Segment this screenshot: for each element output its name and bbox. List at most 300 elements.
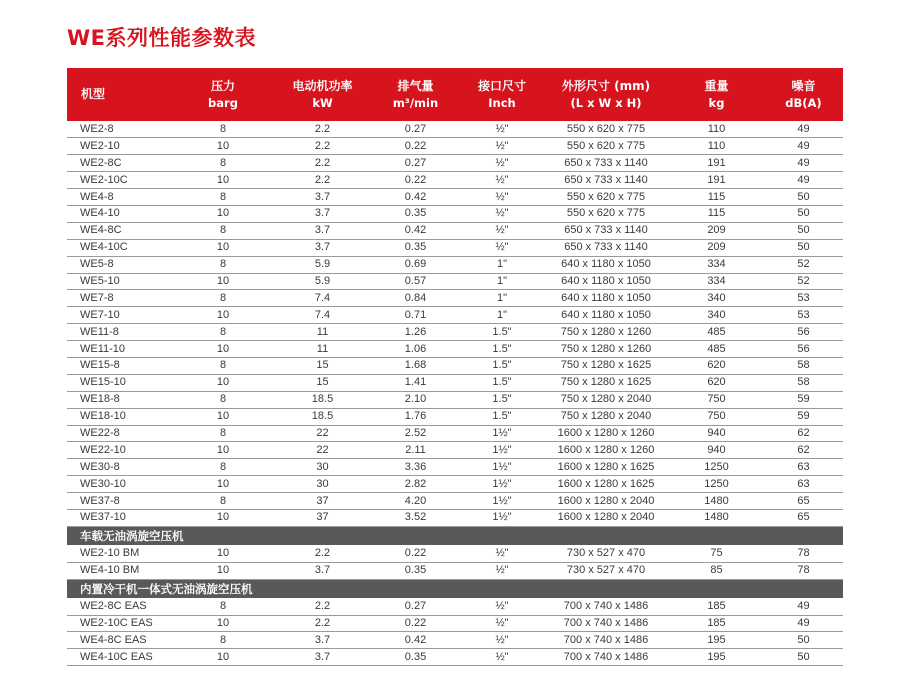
connection-cell: 1.5" (461, 324, 543, 341)
weight-cell: 185 (669, 598, 764, 615)
dimensions-cell: 700 x 740 x 1486 (543, 598, 669, 615)
connection-cell: 1" (461, 273, 543, 290)
dimensions-cell: 650 x 733 x 1140 (543, 222, 669, 239)
table-row (67, 138, 843, 155)
weight-cell: 340 (669, 307, 764, 324)
flow-cell: 1.68 (370, 357, 461, 374)
connection-cell: 1½" (461, 509, 543, 526)
dimensions-cell: 700 x 740 x 1486 (543, 632, 669, 649)
flow-cell: 0.35 (370, 205, 461, 222)
weight-cell: 209 (669, 222, 764, 239)
pressure-cell: 10 (171, 615, 275, 632)
table-row (67, 408, 843, 425)
header-flow (370, 68, 461, 121)
power-cell: 2.2 (275, 121, 370, 138)
header-power-unit: kW (312, 95, 333, 110)
pressure-cell: 8 (171, 357, 275, 374)
header-noise-unit: dB(A) (785, 95, 822, 110)
pressure-cell: 10 (171, 307, 275, 324)
header-noise-label: 噪音 (791, 78, 816, 93)
model-cell: WE2-10C (67, 172, 171, 189)
header-connection-unit: Inch (488, 95, 516, 110)
power-cell: 2.2 (275, 155, 370, 172)
header-pressure (171, 68, 275, 121)
table-row (67, 442, 843, 459)
connection-cell: ½" (461, 598, 543, 615)
pressure-cell: 10 (171, 442, 275, 459)
noise-cell: 53 (764, 290, 843, 307)
weight-cell: 1480 (669, 509, 764, 526)
noise-cell: 78 (764, 545, 843, 562)
noise-cell: 52 (764, 256, 843, 273)
table-row (67, 649, 843, 666)
power-cell: 3.7 (275, 632, 370, 649)
power-cell: 3.7 (275, 222, 370, 239)
flow-cell: 2.11 (370, 442, 461, 459)
dimensions-cell: 550 x 620 x 775 (543, 138, 669, 155)
table-row (67, 172, 843, 189)
noise-cell: 50 (764, 239, 843, 256)
dimensions-cell: 700 x 740 x 1486 (543, 615, 669, 632)
noise-cell: 63 (764, 476, 843, 493)
flow-cell: 0.84 (370, 290, 461, 307)
table-row (67, 341, 843, 358)
power-cell: 3.7 (275, 649, 370, 666)
flow-cell: 4.20 (370, 493, 461, 510)
noise-cell: 53 (764, 307, 843, 324)
dimensions-cell: 1600 x 1280 x 1260 (543, 425, 669, 442)
noise-cell: 49 (764, 172, 843, 189)
table-row (67, 509, 843, 526)
flow-cell: 0.22 (370, 545, 461, 562)
table-row (67, 615, 843, 632)
model-cell: WE15-8 (67, 357, 171, 374)
power-cell: 2.2 (275, 172, 370, 189)
flow-cell: 0.27 (370, 121, 461, 138)
pressure-cell: 10 (171, 649, 275, 666)
power-cell: 30 (275, 459, 370, 476)
connection-cell: 1" (461, 307, 543, 324)
header-pressure-label: 压力 (210, 78, 235, 93)
pressure-cell: 8 (171, 189, 275, 206)
flow-cell: 0.22 (370, 615, 461, 632)
pressure-cell: 10 (171, 239, 275, 256)
power-cell: 15 (275, 357, 370, 374)
connection-cell: ½" (461, 222, 543, 239)
pressure-cell: 8 (171, 121, 275, 138)
flow-cell: 1.26 (370, 324, 461, 341)
connection-cell: 1" (461, 256, 543, 273)
pressure-cell: 8 (171, 391, 275, 408)
flow-cell: 3.36 (370, 459, 461, 476)
table-row (67, 391, 843, 408)
table-row (67, 121, 843, 138)
model-cell: WE4-10C (67, 239, 171, 256)
noise-cell: 59 (764, 408, 843, 425)
table-row (67, 324, 843, 341)
flow-cell: 1.06 (370, 341, 461, 358)
weight-cell: 191 (669, 155, 764, 172)
table-row (67, 357, 843, 374)
table-row (67, 307, 843, 324)
power-cell: 3.7 (275, 205, 370, 222)
model-cell: WE11-8 (67, 324, 171, 341)
model-cell: WE2-8C EAS (67, 598, 171, 615)
weight-cell: 485 (669, 324, 764, 341)
connection-cell: ½" (461, 649, 543, 666)
power-cell: 3.7 (275, 189, 370, 206)
weight-cell: 940 (669, 425, 764, 442)
power-cell: 15 (275, 374, 370, 391)
flow-cell: 0.42 (370, 222, 461, 239)
flow-cell: 3.52 (370, 509, 461, 526)
weight-cell: 620 (669, 374, 764, 391)
power-cell: 22 (275, 442, 370, 459)
page-title: WE系列性能参数表 (67, 26, 257, 50)
dimensions-cell: 550 x 620 x 775 (543, 189, 669, 206)
weight-cell: 750 (669, 408, 764, 425)
table-row (67, 155, 843, 172)
flow-cell: 0.35 (370, 239, 461, 256)
power-cell: 5.9 (275, 273, 370, 290)
table-row (67, 493, 843, 510)
dimensions-cell: 650 x 733 x 1140 (543, 155, 669, 172)
dimensions-cell: 700 x 740 x 1486 (543, 649, 669, 666)
table-row (67, 256, 843, 273)
connection-cell: 1½" (461, 442, 543, 459)
model-cell: WE4-8C (67, 222, 171, 239)
table-row (67, 189, 843, 206)
table-row (67, 374, 843, 391)
flow-cell: 0.71 (370, 307, 461, 324)
noise-cell: 63 (764, 459, 843, 476)
weight-cell: 110 (669, 121, 764, 138)
header-power (275, 68, 370, 121)
noise-cell: 58 (764, 374, 843, 391)
connection-cell: 1.5" (461, 374, 543, 391)
model-cell: WE11-10 (67, 341, 171, 358)
pressure-cell: 8 (171, 598, 275, 615)
connection-cell: ½" (461, 562, 543, 579)
connection-cell: ½" (461, 189, 543, 206)
noise-cell: 78 (764, 562, 843, 579)
model-cell: WE4-10 BM (67, 562, 171, 579)
model-cell: WE4-10C EAS (67, 649, 171, 666)
noise-cell: 50 (764, 632, 843, 649)
header-pressure-unit: barg (208, 95, 238, 110)
dimensions-cell: 1600 x 1280 x 1625 (543, 476, 669, 493)
header-connection-label: 接口尺寸 (477, 78, 526, 93)
flow-cell: 0.57 (370, 273, 461, 290)
weight-cell: 85 (669, 562, 764, 579)
pressure-cell: 10 (171, 172, 275, 189)
model-cell: WE7-10 (67, 307, 171, 324)
power-cell: 7.4 (275, 290, 370, 307)
connection-cell: 1½" (461, 493, 543, 510)
model-cell: WE30-10 (67, 476, 171, 493)
connection-cell: ½" (461, 205, 543, 222)
pressure-cell: 8 (171, 632, 275, 649)
table-row (67, 545, 843, 562)
header-dimensions (543, 68, 669, 121)
pressure-cell: 8 (171, 222, 275, 239)
flow-cell: 2.52 (370, 425, 461, 442)
pressure-cell: 10 (171, 509, 275, 526)
pressure-cell: 10 (171, 408, 275, 425)
header-weight (669, 68, 764, 121)
noise-cell: 49 (764, 598, 843, 615)
dimensions-cell: 640 x 1180 x 1050 (543, 256, 669, 273)
dimensions-cell: 640 x 1180 x 1050 (543, 307, 669, 324)
header-model: 机型 (81, 87, 106, 101)
dimensions-cell: 650 x 733 x 1140 (543, 239, 669, 256)
connection-cell: 1½" (461, 425, 543, 442)
pressure-cell: 8 (171, 155, 275, 172)
weight-cell: 620 (669, 357, 764, 374)
table-row (67, 290, 843, 307)
pressure-cell: 10 (171, 205, 275, 222)
dimensions-cell: 730 x 527 x 470 (543, 545, 669, 562)
dimensions-cell: 650 x 733 x 1140 (543, 172, 669, 189)
connection-cell: 1½" (461, 459, 543, 476)
flow-cell: 0.42 (370, 189, 461, 206)
header-dimensions-label: 外形尺寸 (mm) (561, 78, 651, 93)
noise-cell: 56 (764, 324, 843, 341)
table-row (67, 632, 843, 649)
pressure-cell: 10 (171, 374, 275, 391)
model-cell: WE22-10 (67, 442, 171, 459)
power-cell: 2.2 (275, 138, 370, 155)
connection-cell: 1.5" (461, 357, 543, 374)
dimensions-cell: 730 x 527 x 470 (543, 562, 669, 579)
spec-table (67, 68, 843, 666)
weight-cell: 1250 (669, 459, 764, 476)
noise-cell: 56 (764, 341, 843, 358)
connection-cell: 1.5" (461, 341, 543, 358)
weight-cell: 1250 (669, 476, 764, 493)
model-cell: WE4-8 (67, 189, 171, 206)
connection-cell: ½" (461, 138, 543, 155)
power-cell: 11 (275, 341, 370, 358)
flow-cell: 0.27 (370, 155, 461, 172)
weight-cell: 195 (669, 632, 764, 649)
table-row (67, 239, 843, 256)
noise-cell: 49 (764, 138, 843, 155)
table-row (67, 598, 843, 615)
power-cell: 18.5 (275, 391, 370, 408)
flow-cell: 2.10 (370, 391, 461, 408)
model-cell: WE4-8C EAS (67, 632, 171, 649)
connection-cell: ½" (461, 239, 543, 256)
section-header (67, 579, 843, 598)
noise-cell: 52 (764, 273, 843, 290)
model-cell: WE15-10 (67, 374, 171, 391)
flow-cell: 1.76 (370, 408, 461, 425)
dimensions-cell: 550 x 620 x 775 (543, 121, 669, 138)
model-cell: WE18-10 (67, 408, 171, 425)
connection-cell: 1.5" (461, 391, 543, 408)
model-cell: WE2-10C EAS (67, 615, 171, 632)
header-connection (461, 68, 543, 121)
noise-cell: 50 (764, 222, 843, 239)
pressure-cell: 10 (171, 562, 275, 579)
header-flow-unit: m³/min (392, 95, 439, 110)
weight-cell: 110 (669, 138, 764, 155)
table-row (67, 222, 843, 239)
dimensions-cell: 1600 x 1280 x 2040 (543, 493, 669, 510)
noise-cell: 62 (764, 442, 843, 459)
pressure-cell: 10 (171, 341, 275, 358)
connection-cell: ½" (461, 545, 543, 562)
model-cell: WE5-10 (67, 273, 171, 290)
model-cell: WE30-8 (67, 459, 171, 476)
model-cell: WE4-10 (67, 205, 171, 222)
dimensions-cell: 640 x 1180 x 1050 (543, 273, 669, 290)
connection-cell: ½" (461, 615, 543, 632)
noise-cell: 50 (764, 205, 843, 222)
flow-cell: 0.42 (370, 632, 461, 649)
dimensions-cell: 750 x 1280 x 1260 (543, 324, 669, 341)
power-cell: 5.9 (275, 256, 370, 273)
dimensions-cell: 750 x 1280 x 1625 (543, 374, 669, 391)
weight-cell: 750 (669, 391, 764, 408)
pressure-cell: 8 (171, 425, 275, 442)
pressure-cell: 8 (171, 324, 275, 341)
power-cell: 11 (275, 324, 370, 341)
dimensions-cell: 1600 x 1280 x 2040 (543, 509, 669, 526)
header-weight-label: 重量 (704, 78, 729, 93)
header-power-label: 电动机功率 (292, 78, 353, 93)
flow-cell: 0.69 (370, 256, 461, 273)
model-cell: WE5-8 (67, 256, 171, 273)
flow-cell: 0.22 (370, 138, 461, 155)
header-dimensions-unit: (L x W x H) (570, 95, 642, 110)
weight-cell: 1480 (669, 493, 764, 510)
model-cell: WE2-10 (67, 138, 171, 155)
power-cell: 3.7 (275, 239, 370, 256)
weight-cell: 334 (669, 256, 764, 273)
noise-cell: 50 (764, 649, 843, 666)
pressure-cell: 8 (171, 493, 275, 510)
power-cell: 2.2 (275, 545, 370, 562)
model-cell: WE22-8 (67, 425, 171, 442)
pressure-cell: 10 (171, 545, 275, 562)
model-cell: WE37-8 (67, 493, 171, 510)
power-cell: 37 (275, 493, 370, 510)
model-cell: WE2-10 BM (67, 545, 171, 562)
noise-cell: 58 (764, 357, 843, 374)
flow-cell: 0.22 (370, 172, 461, 189)
model-cell: WE2-8C (67, 155, 171, 172)
table-row (67, 205, 843, 222)
connection-cell: ½" (461, 632, 543, 649)
header-row (67, 68, 843, 121)
pressure-cell: 8 (171, 459, 275, 476)
flow-cell: 2.82 (370, 476, 461, 493)
connection-cell: 1" (461, 290, 543, 307)
dimensions-cell: 550 x 620 x 775 (543, 205, 669, 222)
model-cell: WE2-8 (67, 121, 171, 138)
noise-cell: 49 (764, 615, 843, 632)
connection-cell: 1.5" (461, 408, 543, 425)
section-header (67, 526, 843, 545)
noise-cell: 49 (764, 121, 843, 138)
dimensions-cell: 750 x 1280 x 2040 (543, 408, 669, 425)
pressure-cell: 10 (171, 138, 275, 155)
weight-cell: 940 (669, 442, 764, 459)
weight-cell: 191 (669, 172, 764, 189)
power-cell: 3.7 (275, 562, 370, 579)
dimensions-cell: 750 x 1280 x 1625 (543, 357, 669, 374)
model-cell: WE18-8 (67, 391, 171, 408)
power-cell: 2.2 (275, 598, 370, 615)
table-row (67, 562, 843, 579)
weight-cell: 115 (669, 189, 764, 206)
connection-cell: ½" (461, 155, 543, 172)
connection-cell: 1½" (461, 476, 543, 493)
noise-cell: 59 (764, 391, 843, 408)
pressure-cell: 10 (171, 273, 275, 290)
dimensions-cell: 750 x 1280 x 2040 (543, 391, 669, 408)
weight-cell: 195 (669, 649, 764, 666)
weight-cell: 209 (669, 239, 764, 256)
power-cell: 22 (275, 425, 370, 442)
header-noise (764, 68, 843, 121)
flow-cell: 0.27 (370, 598, 461, 615)
weight-cell: 75 (669, 545, 764, 562)
header-weight-unit: kg (708, 95, 725, 110)
header-flow-label: 排气量 (397, 78, 434, 93)
noise-cell: 65 (764, 509, 843, 526)
section-title: 内置冷干机一体式无油涡旋空压机 (80, 581, 253, 596)
model-cell: WE37-10 (67, 509, 171, 526)
dimensions-cell: 640 x 1180 x 1050 (543, 290, 669, 307)
table-row (67, 273, 843, 290)
power-cell: 37 (275, 509, 370, 526)
table-row (67, 476, 843, 493)
pressure-cell: 10 (171, 476, 275, 493)
dimensions-cell: 1600 x 1280 x 1260 (543, 442, 669, 459)
noise-cell: 50 (764, 189, 843, 206)
connection-cell: ½" (461, 121, 543, 138)
dimensions-cell: 750 x 1280 x 1260 (543, 341, 669, 358)
weight-cell: 115 (669, 205, 764, 222)
connection-cell: ½" (461, 172, 543, 189)
table-header (67, 68, 843, 121)
power-cell: 30 (275, 476, 370, 493)
model-cell: WE7-8 (67, 290, 171, 307)
section-title: 车载无油涡旋空压机 (80, 529, 184, 544)
table-body (67, 121, 843, 666)
weight-cell: 334 (669, 273, 764, 290)
weight-cell: 185 (669, 615, 764, 632)
noise-cell: 62 (764, 425, 843, 442)
dimensions-cell: 1600 x 1280 x 1625 (543, 459, 669, 476)
pressure-cell: 8 (171, 256, 275, 273)
flow-cell: 0.35 (370, 649, 461, 666)
power-cell: 18.5 (275, 408, 370, 425)
flow-cell: 0.35 (370, 562, 461, 579)
table-row (67, 425, 843, 442)
weight-cell: 485 (669, 341, 764, 358)
power-cell: 7.4 (275, 307, 370, 324)
noise-cell: 65 (764, 493, 843, 510)
weight-cell: 340 (669, 290, 764, 307)
table-row (67, 459, 843, 476)
power-cell: 2.2 (275, 615, 370, 632)
flow-cell: 1.41 (370, 374, 461, 391)
noise-cell: 49 (764, 155, 843, 172)
